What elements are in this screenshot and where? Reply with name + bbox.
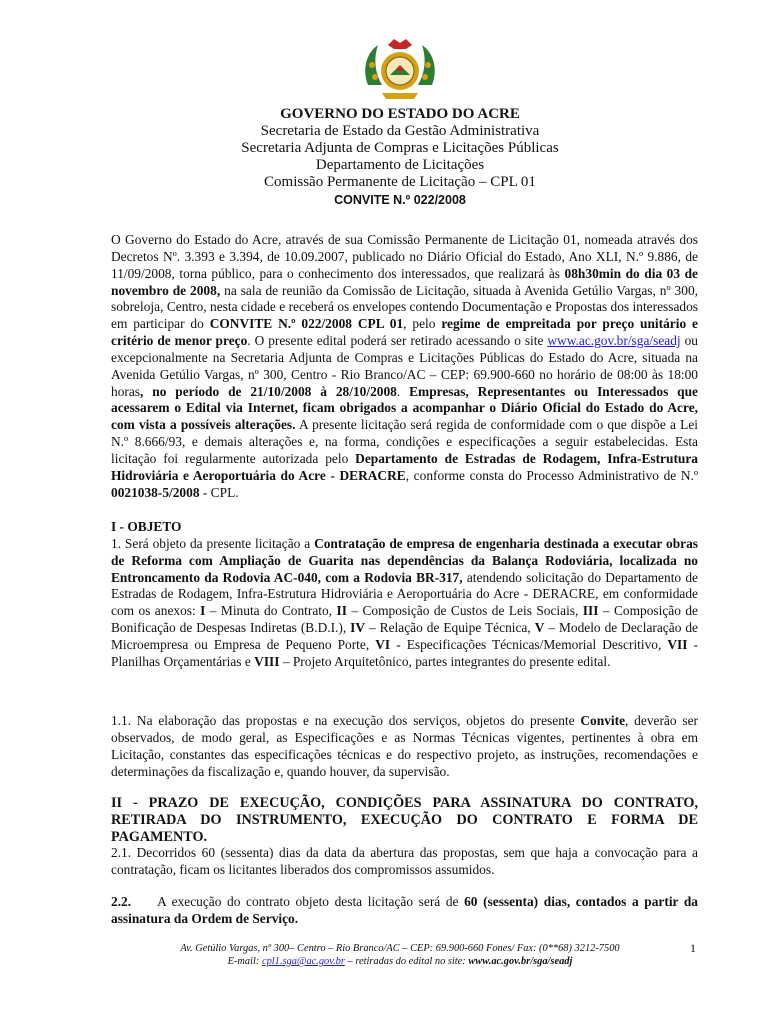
adjunct-secretariat-line: Secretaria Adjunta de Compras e Licitações Públicas	[241, 140, 559, 156]
item-1-1-paragraph: 1.1. Na elaboração das propostas e na execução dos serviços, objetos do presente Convite, deverão ser observados, de modo geral, as Especificações e as Normas Técnicas vigentes, pertinentes à obra em Licitação, constantes das especificações técnicas e do respectivo projeto, as instruções, recomendações e determinações da fiscalização e, quando houver, da supervisão.	[111, 713, 698, 779]
section-title-objeto: I - OBJETO	[111, 519, 182, 534]
objeto-paragraph: 1. Será objeto da presente licitação a Contratação de empresa de engenharia destinada a executar obras de Reforma com Ampliação de Guarita nas dependências da Balança Rodoviária, localizada no Entroncamento da Rodovia AC-040, com a Rodovia BR-317, atendendo solicitação do Departamento de Estradas de Rodagem, Infra-Estrutura Hidroviária e Aeroportuária do Acre - DERACRE, em conformidade com os anexos: I – Minuta do Contrato, II – Composição de Custos de Leis Sociais, III – Composição de Bonificação de Despesas Indiretas (B.D.I.), IV – Relação de Equipe Técnica, V – Modelo de Declaração de Microempresa ou Empresa de Pequeno Porte, VI - Especificações Técnicas/Memorial Descritivo, VII - Planilhas Orçamentárias e VIII – Projeto Arquitetônico, partes integrantes do presente edital.	[111, 535, 698, 669]
commission-line: Comissão Permanente de Licitação – CPL 01	[264, 174, 536, 190]
footer-site: www.ac.gov.br/sga/seadj	[468, 956, 573, 967]
convite-number: CONVITE N.º 022/2008	[334, 193, 466, 207]
government-title: GOVERNO DO ESTADO DO ACRE	[280, 106, 520, 122]
section-title-prazo: II - PRAZO DE EXECUÇÃO, CONDIÇÕES PARA ASSINATURA DO CONTRATO, RETIRADA DO INSTRUMENTO, EXECUÇÃO DO CONTRATO E FORMA DE PAGAMENTO.	[111, 795, 698, 845]
footer-address: Av. Getúlio Vargas, nº 300– Centro – Rio Branco/AC – CEP: 69.900-660 Fones/ Fax: (0**68) 3212-7500	[180, 943, 620, 954]
footer-contact: E-mail: cpl1.sga@ac.gov.br – retiradas do edital no site: www.ac.gov.br/sga/seadj	[227, 956, 573, 967]
page-footer	[100, 942, 700, 968]
section-prazo	[111, 795, 698, 879]
intro-paragraph: O Governo do Estado do Acre, através de sua Comissão Permanente de Licitação 01, nomeada através dos Decretos Nº. 3.393 e 3.394, de 10.09.2007, publicado no Diário Oficial do Estado, Ano XLI, N.º 9.886, de 11/09/2008, torna público, para o conhecimento dos interessados, que realizará às 08h30min do dia 03 de novembro de 2008, na sala de reunião da Comissão de Licitação, situada à Avenida Getúlio Vargas, nº 300, sobreloja, Centro, nesta cidade e receberá os envelopes contendo Documentação e Propostas dos interessados em participar do CONVITE N.º 022/2008 CPL 01, pelo regime de empreitada por preço unitário e critério de menor preço. O presente edital poderá ser retirado acessando o site www.ac.gov.br/sga/seadj ou excepcionalmente na Secretaria Adjunta de Compras e Licitações Públicas do Estado do Acre, situada na Avenida Getúlio Vargas, nº 300, Centro - Rio Branco/AC – CEP: 69.900-660 no horário de 08:00 às 18:00 horas, no período de 21/10/2008 à 28/10/2008. Empresas, Representantes ou Interessados que acessarem o Edital via Internet, ficam obrigados a acompanhar o Diário Oficial do Estado do Acre, com vista a possíveis alterações. A presente licitação será regida de conformidade com o que dispõe a Lei N.º 8.666/93, e demais alterações e, na forma, condições e especificações a seguir estabelecidas. Esta licitação foi regularmente autorizada pelo Departamento de Estradas de Rodagem, Infra-Estrutura Hidroviária e Aeroportuária do Acre - DERACRE, conforme consta do Processo Administrativo de N.º 0021038-5/2008 - CPL.	[111, 232, 699, 500]
department-line: Departamento de Licitações	[315, 157, 485, 173]
secretariat-line: Secretaria de Estado da Gestão Administrativa	[260, 123, 540, 139]
document-header	[100, 106, 700, 209]
item-2-1-paragraph: 2.1. Decorridos 60 (sessenta) dias da data da abertura das propostas, sem que haja a convocação para a contratação, ficam os licitantes liberados dos compromissos assumidos.	[111, 845, 698, 878]
edital-site-link[interactable]: www.ac.gov.br/sga/seadj	[547, 333, 681, 349]
item-2-2-paragraph: 2.2. A execução do contrato objeto desta licitação será de 60 (sessenta) dias, contados a partir da assinatura da Ordem de Serviço.	[111, 894, 698, 926]
state-coat-of-arms-icon	[360, 35, 440, 105]
page-number: 1	[690, 941, 696, 955]
email-link[interactable]: cpl1.sga@ac.gov.br	[261, 956, 345, 967]
section-objeto	[111, 519, 698, 671]
